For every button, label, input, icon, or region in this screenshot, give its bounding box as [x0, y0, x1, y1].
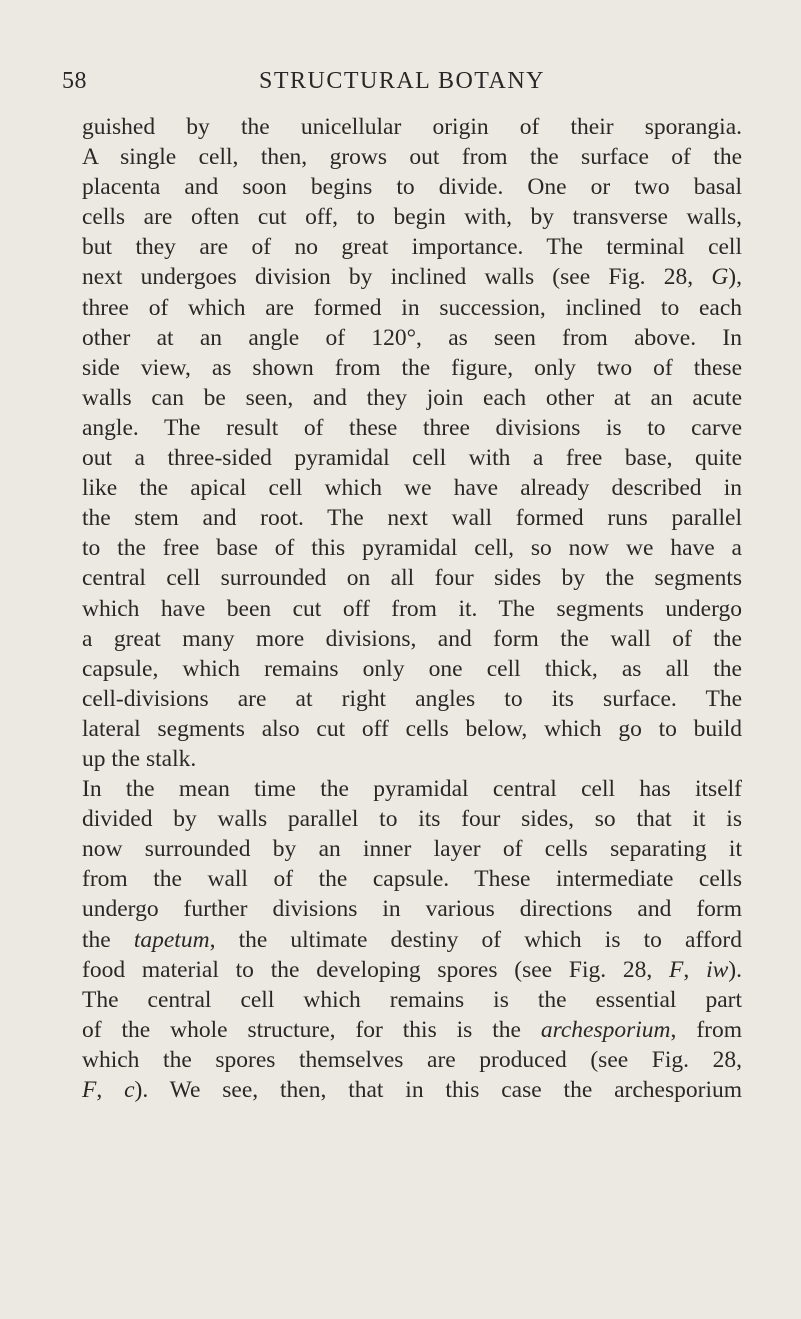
italic-term: F [82, 1077, 97, 1103]
text-segment: ). We see, then, that in this case the archesporium [134, 1077, 742, 1103]
text-segment: , [96, 1077, 125, 1103]
text-line [82, 594, 742, 624]
text-segment: food material to the developing spores (see Fig. 28, [82, 956, 670, 983]
text-segment: capsule, which remains only one cell thick, as all the [82, 655, 742, 682]
text-segment: The central cell which remains is the essential part [82, 986, 742, 1013]
text-segment: the stem and root. The next wall formed runs parallel [82, 505, 742, 532]
text-line [82, 894, 742, 924]
text-segment: In the mean time the pyramidal central cell has itself [82, 776, 742, 803]
italic-term: tapetum [133, 926, 210, 953]
text-line [82, 443, 742, 473]
text-line [82, 142, 742, 172]
text-line [82, 1015, 742, 1045]
running-head: STRUCTURAL BOTANY [258, 68, 546, 94]
text-line [82, 864, 742, 894]
text-segment: cell-divisions are at right angles to its surface. The [82, 685, 742, 712]
text-segment: other at an angle of 120°, as seen from above. In [82, 324, 742, 351]
text-segment: ), [728, 264, 742, 291]
text-line [82, 503, 742, 533]
text-line [82, 533, 742, 563]
text-line [82, 684, 742, 714]
text-line [82, 353, 742, 383]
text-segment: guished by the unicellular origin of their sporangia. [82, 114, 742, 140]
text-segment: walls can be seen, and they join each other at an acute [82, 384, 742, 411]
text-segment: like the apical cell which we have already described in [82, 475, 742, 502]
text-segment: but they are of no great importance. The terminal cell [82, 234, 742, 261]
text-line [82, 985, 742, 1015]
text-line [82, 473, 742, 503]
text-segment: lateral segments also cut off cells below, which go to build [82, 715, 742, 742]
text-line [82, 262, 742, 292]
text-segment: ). [728, 956, 742, 983]
page-header [62, 68, 742, 108]
text-line [82, 1045, 742, 1075]
body-text [82, 112, 742, 1105]
text-line [82, 293, 742, 323]
text-line [82, 774, 742, 804]
text-segment: out a three-sided pyramidal cell with a free base, quite [82, 445, 742, 472]
text-line [82, 714, 742, 744]
text-segment: A single cell, then, grows out from the surface of the [82, 144, 742, 171]
text-line [82, 112, 742, 142]
text-line [82, 172, 742, 202]
text-segment: up the stalk. [82, 745, 197, 772]
text-segment: divided by walls parallel to its four sides, so that it is [82, 806, 742, 833]
text-line [82, 624, 742, 654]
italic-term: iw [706, 956, 729, 983]
text-line [82, 955, 742, 985]
text-segment: now surrounded by an inner layer of cells separating it [82, 836, 742, 863]
text-segment: cells are often cut off, to begin with, by transverse walls, [82, 204, 742, 231]
text-segment: angle. The result of these three divisions is to carve [82, 414, 742, 441]
text-segment: to the free base of this pyramidal cell, so now we have a [82, 535, 742, 562]
text-line [82, 383, 742, 413]
page-number: 58 [62, 68, 87, 94]
text-line [82, 654, 742, 684]
text-line [82, 323, 742, 353]
text-line [82, 925, 742, 955]
text-segment: three of which are formed in succession, inclined to each [82, 294, 742, 321]
text-segment: which the spores themselves are produced (see Fig. 28, [82, 1046, 742, 1073]
text-segment: from the wall of the capsule. These intermediate cells [82, 866, 742, 893]
text-line [82, 1075, 742, 1105]
text-segment: central cell surrounded on all four sides by the segments [82, 565, 742, 592]
text-segment: of the whole structure, for this is the [82, 1016, 541, 1043]
text-segment: which have been cut off from it. The segments undergo [82, 595, 742, 622]
italic-term: archesporium [540, 1016, 671, 1043]
italic-term: c [124, 1077, 135, 1103]
text-segment: , from [670, 1016, 742, 1043]
text-line [82, 834, 742, 864]
text-segment: next undergoes division by inclined walls (see Fig. 28, [82, 264, 712, 291]
text-line [82, 232, 742, 262]
text-segment: placenta and soon begins to divide. One or two basal [82, 174, 742, 201]
text-segment: undergo further divisions in various directions and form [82, 896, 742, 923]
italic-term: F [669, 956, 684, 983]
text-line [82, 413, 742, 443]
text-segment: side view, as shown from the figure, only two of these [82, 354, 742, 381]
text-line [82, 804, 742, 834]
text-segment: the [82, 926, 134, 953]
text-segment: , the ultimate destiny of which is to afford [209, 926, 742, 953]
text-line [82, 744, 742, 774]
text-segment: a great many more divisions, and form the wall of the [82, 625, 742, 652]
text-line [82, 202, 742, 232]
text-segment: , [683, 956, 707, 983]
text-line [82, 563, 742, 593]
italic-term: G [711, 264, 729, 291]
